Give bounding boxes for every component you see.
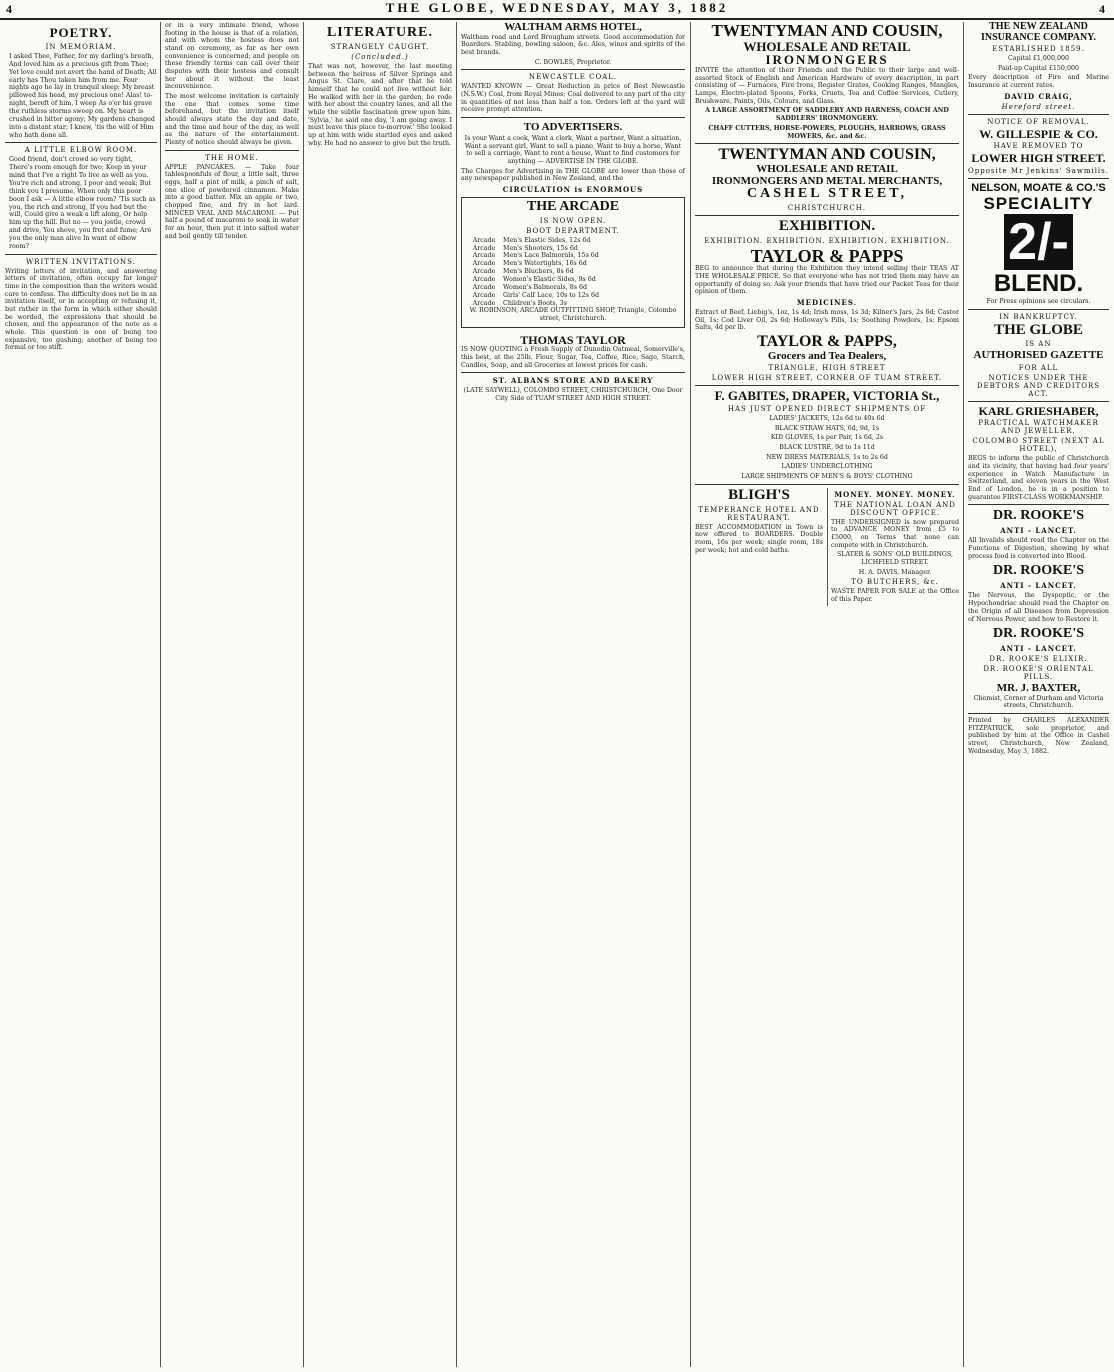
rooke-text: All Invalids should read the Chapter on the Functions of Digestion, showing by what process food is converted into Blood. — [968, 537, 1109, 560]
karl-trade: PRACTICAL WATCHMAKER AND JEWELLER, — [978, 419, 1099, 436]
hotel-text: Waltham road and Lord Brougham streets. Good accommodation for Boarders. Stabling, bowling saloon, &c. Ales, wines and spirits of the best brands. — [461, 33, 685, 56]
rooke-title: DR. ROOKE'S — [992, 563, 1084, 579]
list-item: BLACK STRAW HATS, 6d, 9d, 1s — [774, 424, 880, 432]
column-rule — [963, 22, 964, 1367]
ad-text: The Charges for Advertising in THE GLOBE are lower than those of any newspaper published in New Zealand, and the — [461, 167, 685, 183]
blighs-subtitle: TEMPERANCE HOTEL AND RESTAURANT. — [698, 505, 820, 522]
butchers-text: WASTE PAPER FOR SALE at the Office of this Paper. — [831, 588, 959, 604]
insurance-street: Hereford street. — [1001, 102, 1076, 111]
money-ad — [827, 488, 959, 606]
ad-heading: TO ADVERTISERS. — [523, 120, 623, 133]
printer-imprint: Printed by CHARLES ALEXANDER FITZPATRICK, sole proprietor, and published by him at the Office in Cashel street, Christchurch, New Zealand, Wednesday, May 3, 1882. — [968, 717, 1109, 755]
arcade-title: THE ARCADE — [526, 198, 620, 214]
blighs-text: BEST ACCOMMODATION in Town is now offered to BOARDERS. Double room, 16s per week; single room, 18s per week; hot and cold baths. — [695, 523, 823, 554]
article-title: WRITTEN INVITATIONS. — [26, 257, 136, 266]
chaff-text: CHAFF CUTTERS, HORSE-POWERS, PLOUGHS, HARROWS, GRASS MOWERS, &c. and &c. — [708, 124, 946, 140]
chemist-text: Chemist, Corner of Durham and Victoria streets, Christchurch. — [973, 694, 1104, 710]
opposite-line: Opposite Mr Jenkins' Sawmills. — [968, 166, 1109, 175]
cashel-street: CASHEL STREET, — [746, 186, 907, 202]
arcade-address: W. ROBINSON, ARCADE OUTFITTING SHOP, Triangle, Colombo street, Christchurch. — [469, 307, 677, 323]
for-all-line: FOR ALL — [1018, 363, 1059, 372]
list-item: Arcade Men's Watertights, 16s 6d — [472, 260, 587, 268]
insurance-paidup: Paid-up Capital £150,000 — [998, 64, 1079, 72]
money-title: MONEY. MONEY. MONEY. — [834, 489, 956, 499]
circulation-line: CIRCULATION is ENORMOUS — [502, 184, 644, 194]
elixir-line: DR. ROOKE'S ELIXIR. — [989, 655, 1088, 664]
home-heading: THE HOME. — [205, 153, 259, 162]
list-item: Arcade Girls' Calf Lace, 10s to 12s 6d — [472, 291, 599, 299]
blend-note: For Press opinions see circulars. — [986, 297, 1091, 305]
blend-line: BLEND. — [993, 269, 1084, 297]
globe-title: THE GLOBE — [994, 321, 1083, 338]
invite-text: INVITE the attention of their Friends and the Public to their large and well-assorted Stock of English and American Hardware of every description, in part consisting of — Furnaces, Fire Irons, Register Grates, Cooking Ranges, Mangles, Lamps, Electro-plated Spoons, Forks, Cruets, Tea and Coffee Services, Cutlery, Brushware, Paints, Oils, Colours, and Glass. — [695, 67, 959, 105]
price-block — [968, 214, 1109, 270]
divider — [695, 385, 959, 386]
rooke-text: The Nervous, the Dyspeptic, or the Hypochondriac should read the Chapter on the Origin of all Diseases from Depression of Nervous Power, and how to Restore it. — [968, 592, 1109, 623]
story-text: That was not, however, the last meeting between the heiress of Silver Springs and Angus St. Clare, and after that he told himself that he could not live without her. He walked with her in the garden, he rode with her about the country lanes, and all the while the subtle fascination grew upon him. 'Sylvia,' he said one day, 'I am going away. I must leave this place to-morrow.' She looked up at him with wide startled eyes and asked why. He had no answer to give but the truth. — [308, 63, 452, 147]
list-item: NEW DRESS MATERIALS, 1s to 2s 6d — [766, 453, 888, 461]
anti-lancet: ANTI - LANCET. — [1000, 581, 1077, 591]
money-manager: H. A. DAVIS, Manager. — [858, 568, 932, 576]
karl-address: COLOMBO STREET (NEXT AL HOTEL), — [972, 437, 1105, 454]
column-ads-middle — [458, 22, 688, 1367]
divider — [968, 178, 1109, 179]
column-rule — [303, 22, 304, 1367]
story-subtitle: (Concluded.) — [351, 53, 409, 61]
gillespie-title: W. GILLESPIE & CO. — [979, 126, 1098, 141]
literature-heading: LITERATURE. — [326, 25, 434, 40]
list-item: Arcade Men's Shooters, 15s 6d — [472, 244, 578, 252]
column-articles — [162, 22, 302, 1367]
wholesale-line-2: WHOLESALE AND RETAIL — [756, 162, 898, 175]
article-text: The most welcome invitation is certainly the one that comes some time beforehand, but the invitation itself should always state the day and date, and the time and hour of the day, as well as the nature of the entertainment. Plenty of notice should always be given. — [165, 93, 299, 147]
pills-line: DR. ROOKE'S ORIENTAL PILLS. — [983, 665, 1094, 682]
poem-title: IN MEMORIAM. — [45, 43, 117, 51]
divider — [968, 114, 1109, 115]
arcade-subtitle: IS NOW OPEN. — [539, 216, 607, 225]
removed-line: HAVE REMOVED TO — [993, 142, 1084, 151]
triangle-line: TRIANGLE, HIGH STREET — [768, 364, 886, 373]
lower-high-street: LOWER HIGH STREET. — [971, 151, 1106, 166]
insurance-text: Every description of Fire and Marine Insurance at current rates. — [968, 74, 1109, 90]
poem-text: I asked Thee, Father, for my darling's breath, And loved him as a precious gift from Thee; Yet love could not avert the hand of Death; All early has Thou taken him from me. Four nights ago he lay in tranquil sleep; My breast pillowed his head, my precious one! Alas! to-night, bereft of him, I weep As o'er his grave the ruthless storms sweep on. My heart is crushed in bitter agony; My gardens changed into a distant star; I knew, 'tis the will of Him who hath done all. — [9, 53, 157, 139]
karl-title: KARL GRIESHABER, — [978, 403, 1099, 418]
money-subtitle: THE NATIONAL LOAN AND DISCOUNT OFFICE. — [834, 500, 956, 517]
albans-title: ST. ALBANS STORE AND BAKERY — [492, 376, 654, 386]
hotel-name: WALTHAM ARMS HOTEL, — [504, 22, 642, 33]
taylor-papps-text: BEG to announce that during the Exhibition they intend selling their TEAS AT THE WHOLESALE PRICE. So that everyone who has not tried them may have an opportunity of doing so. Ask your friends that have tried our Packet Teas for their opinion of them. — [695, 265, 959, 296]
divider — [968, 713, 1109, 714]
insurance-title: THE NEW ZEALAND INSURANCE COMPANY. — [980, 22, 1096, 43]
medicines-text: Extract of Beef, Liebig's, 1oz, 1s 4d; Irish moss, 1s 3d; Kilner's Jars, 2s 6d; Castor Oil, 1s; Cod Liver Oil, 2s 6d; Holloway's Pills, 1s; Soothing Powders, 1s; Epsom Salts, 4d per lb. — [695, 309, 959, 332]
list-item: LADIES' JACKETS, 12s 6d to 40s 6d — [769, 415, 885, 423]
butchers-heading: TO BUTCHERS, &c. — [851, 578, 939, 587]
blighs-title: BLIGH'S — [728, 486, 790, 503]
gabites-subtitle: HAS JUST OPENED DIRECT SHIPMENTS OF — [727, 405, 927, 414]
albans-text: (LATE SAYWELL), COLOMBO STREET, CHRISTCHURCH, One Door City Side of TUAM STREET AND HIGH STREET. — [463, 387, 683, 402]
arcade-ad — [461, 197, 685, 328]
divider — [165, 150, 299, 151]
divider — [5, 254, 157, 255]
divider — [461, 69, 685, 70]
article-text: or in a very intimate friend, whose footing in the house is that of a relation, and with whom the hostess does not stand on ceremony, as far as her own convenience is concerned; and people on these friendly terms can call over their disputes with their hostess and consult her about it without the least inconvenience. — [165, 22, 299, 91]
money-address: SLATER & SONS' OLD BUILDINGS, LICHFIELD STREET. — [836, 551, 954, 567]
divider — [695, 484, 959, 485]
exhibition-row: EXHIBITION. EXHIBITION. EXHIBITION. EXHIBITION. — [704, 236, 950, 245]
grocers-line: Grocers and Tea Dealers, — [767, 349, 887, 362]
nelson-moate-title: NELSON, MOATE & CO.'S — [971, 181, 1106, 194]
divider — [461, 372, 685, 373]
column-ads-wide — [692, 22, 962, 1367]
divider — [968, 401, 1109, 402]
blighs-ad — [695, 488, 823, 606]
masthead — [0, 0, 1114, 20]
divider — [968, 309, 1109, 310]
divider — [695, 215, 959, 216]
is-an-line: IS AN — [1025, 340, 1052, 349]
gabites-title: F. GABITES, DRAPER, VICTORIA St., — [714, 388, 940, 404]
speciality-line: SPECIALITY — [983, 193, 1094, 213]
list-item: LARGE SHIPMENTS OF MEN'S & BOYS' CLOTHING — [741, 473, 913, 481]
list-item: Arcade Children's Boots, 3s — [472, 299, 567, 307]
list-item: Arcade Men's Bluchers, 8s 6d — [472, 268, 574, 276]
money-text: THE UNDERSIGNED is now prepared to ADVANCE MONEY from £5 to £5000, on Terms that none can compete with in Christchurch. — [831, 518, 959, 549]
christchurch-line: CHRISTCHURCH. — [787, 203, 867, 212]
poem-text: Good friend, don't crowd so very tight, There's room enough for two; Keep in your mind that I've a right To live as well as you. You're rich and strong, I poor and weak; But think you I presume, When only this poor boon I ask — A little elbow room? 'Tis such as you, the rich and strong, If you had but the will, Could give a weak a lift along, Or help him up the hill. But no — you jostle, crowd and drive, You shove, you fret and fume; Are you the only man alive In want of elbow room? — [9, 156, 156, 250]
page-number-left: 4 — [6, 2, 15, 16]
page-number-right: 4 — [1099, 2, 1108, 16]
column-rule — [690, 22, 691, 1367]
saddlery-text: A LARGE ASSORTMENT OF SADDLERY AND HARNESS, COACH AND SADDLERS' IRONMONGERY. — [705, 107, 949, 123]
exhibition-title: EXHIBITION. — [778, 217, 876, 234]
gazette-line: AUTHORISED GAZETTE — [973, 349, 1104, 362]
list-item: BLACK LUSTRE, 9d to 1s 11d — [779, 444, 875, 452]
insurance-agent: DAVID CRAIG, — [1004, 91, 1073, 101]
karl-text: BEGS to inform the public of Christchurch and its vicinity, that having had four years' experience in Watch Manufacture in Switzerland, and eleven years in the West End of London, he is in a position to guarantee FIRST-CLASS WORKMANSHIP. — [968, 455, 1109, 501]
baxter-title: MR. J. BAXTER, — [996, 682, 1081, 695]
anti-lancet: ANTI - LANCET. — [1000, 526, 1077, 536]
column-poetry — [2, 22, 160, 1367]
divider — [695, 143, 959, 144]
ad-text: WANTED KNOWN — Great Reduction in price of Best Newcastle (N.S.W.) Coal, from Royal Mines; Coal delivered to any part of the city in quantities of not less than half a ton. Orders left at the yard will receive prompt attention. — [461, 83, 685, 114]
list-item: Arcade Men's Elastic Sides, 12s 6d — [472, 236, 591, 244]
anti-lancet: ANTI - LANCET. — [1000, 644, 1077, 654]
rooke-title: DR. ROOKE'S — [992, 508, 1084, 524]
column-literature — [305, 22, 455, 1367]
taylor-papps-title-2: TAYLOR & PAPPS, — [757, 333, 897, 351]
rooke-title: DR. ROOKE'S — [992, 626, 1084, 642]
article-text: Writing letters of invitation, and answering letters of invitation, often occupy far longer time in the composition than the writers would care to confess. The difficulty does not lie in an invitation itself, or in accepting or refusing it, but rather in the form in which either should be worded, the expressions that should be chosen, and the appearance of the note as a whole. This question is one of being too expansive, too gushing; another of being too formal or too stiff. — [5, 267, 157, 352]
notices-line: NOTICES UNDER THE DEBTORS AND CREDITORS ACT. — [976, 373, 1101, 398]
taylor-ad-title: THOMAS TAYLOR — [520, 332, 626, 347]
ironmongers-line: IRONMONGERS — [765, 52, 889, 68]
insurance-established: ESTABLISHED 1859. — [992, 45, 1085, 53]
divider — [461, 117, 685, 118]
poetry-heading: POETRY. — [49, 25, 113, 40]
column-rule — [160, 22, 161, 1367]
poem-title: A LITTLE ELBOW ROOM. — [24, 146, 138, 155]
twentyman-title: TWENTYMAN AND COUSIN, — [711, 22, 943, 40]
taylor-ad-text: IS NOW QUOTING a Fresh Supply of Dunedin Oatmeal, Somerville's, this best, at the 25lb. Flour, Sugar, Tea, Coffee, Rice, Sago, Starch, Candles, Soap, and all Groceries at lowest prices for cash. — [461, 346, 685, 369]
divider — [968, 504, 1109, 505]
insurance-capital: Capital £1,000,000 — [1008, 55, 1069, 62]
list-item: LADIES' UNDERCLOTHING — [781, 463, 873, 471]
list-item: Arcade Women's Elastic Sides, 9s 6d — [472, 275, 596, 283]
ad-heading: NEWCASTLE COAL. — [528, 73, 618, 82]
divider — [5, 142, 157, 143]
masthead-title: THE GLOBE, WEDNESDAY, MAY 3, 1882 — [385, 0, 729, 15]
bottom-ads — [695, 488, 959, 606]
list-item: KID GLOVES, 1s per Pair, 1s 6d, 2s — [770, 434, 884, 442]
story-title: STRANGELY CAUGHT. — [330, 43, 430, 51]
twentyman-title-2: TWENTYMAN AND COUSIN, — [718, 146, 936, 164]
ironmongers-line-2: IRONMONGERS AND METAL MERCHANTS, — [711, 174, 943, 187]
lower-high-line: LOWER HIGH STREET, CORNER OF TUAM STREET. — [711, 374, 943, 383]
list-item: Arcade Men's Lace Balmorals, 15s 6d — [472, 252, 599, 260]
hotel-proprietor: C. BOWLES, Proprietor. — [534, 58, 612, 66]
taylor-papps-title: TAYLOR & PAPPS — [750, 245, 904, 266]
wholesale-line: WHOLESALE AND RETAIL — [743, 38, 911, 54]
ad-text: Is your Want a cook, Want a clerk, Want a partner, Want a situation, Want a servant girl, Want to sell a piano, Want to buy a horse, Want to sell a carriage, Want to rent a house, Want to find customers for anything — ADVERTISE IN THE GLOBE. — [464, 134, 682, 165]
medicines-heading: MEDICINES. — [796, 298, 858, 308]
list-item: Arcade Women's Balmorals, 8s 6d — [472, 283, 587, 291]
bankruptcy-line: IN BANKRUPTCY. — [999, 312, 1078, 321]
column-ads-right — [965, 22, 1112, 1367]
arcade-department: BOOT DEPARTMENT. — [526, 226, 620, 235]
home-text: APPLE PANCAKES. — Take four tablespoonfuls of flour, a little salt, three eggs, half a pint of milk, a pinch of salt, one slice of powdered cinnamon. Make into a good batter. Mix an apple or two, chopped fine, and fry in hot lard. MINCED VEAL AND MACARONI. — Put half a pound of macaroni to soak in water for an hour, then put it into salted water and boil gently till tender. — [165, 163, 299, 240]
removal-heading: NOTICE OF REMOVAL. — [987, 117, 1090, 126]
price-text: 2/- — [1004, 214, 1073, 270]
column-rule — [456, 22, 457, 1367]
